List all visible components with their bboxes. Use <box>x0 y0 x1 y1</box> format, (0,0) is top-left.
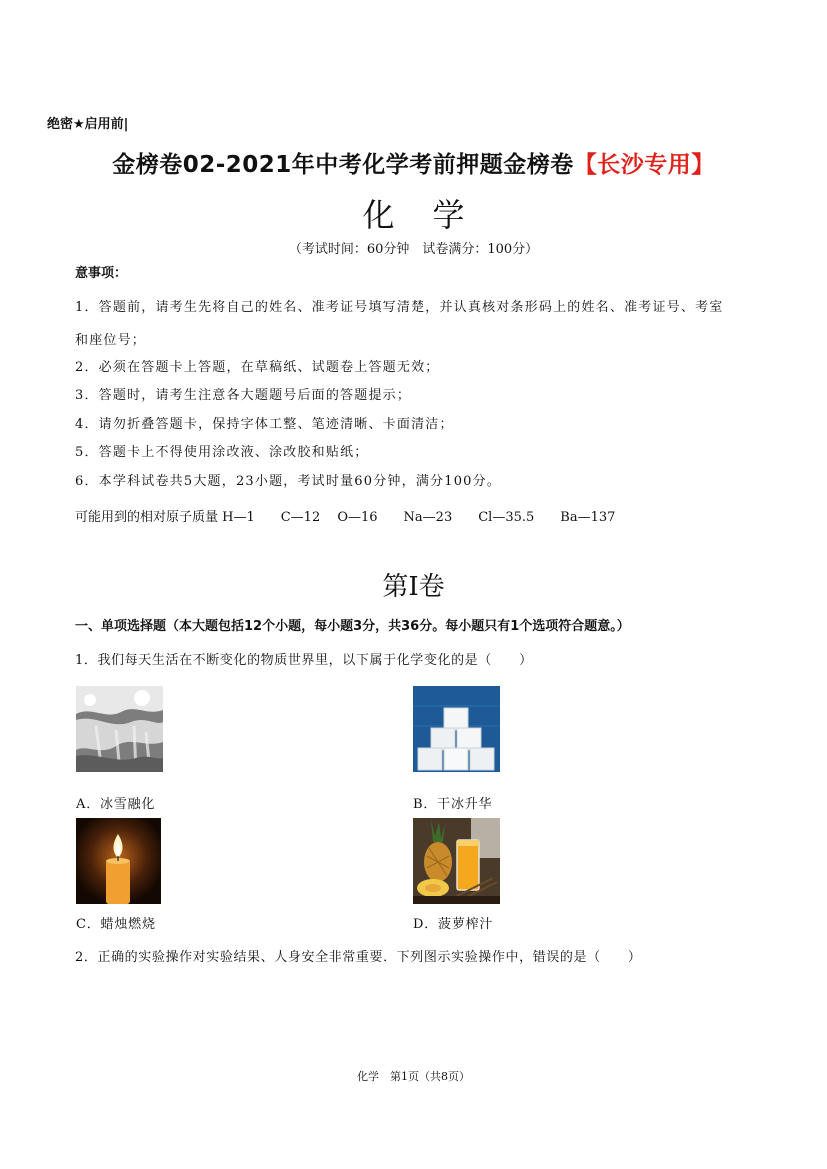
notice-item-4: 4．请勿折叠答题卡，保持字体工整、笔迹清晰、卡面清洁； <box>75 417 454 432</box>
part-title: 第Ⅰ卷 <box>382 572 445 602</box>
question-1-option-b: B．干冰升华 <box>413 797 493 812</box>
subject-title: 化学 <box>362 196 503 234</box>
confidential-mark: 绝密★启用前| <box>47 117 129 132</box>
atomic-masses: 可能用到的相对原子质量 H—1 C—12 O—16 Na—23 Cl—35.5 Ba—137 <box>75 510 616 525</box>
question-2-stem: 2．正确的实验操作对实验结果、人身安全非常重要．下列图示实验操作中，错误的是（ ） <box>75 950 642 965</box>
exam-title-main: 金榜卷02-2021年中考化学考前押题金榜卷 <box>112 152 574 178</box>
notice-heading: 意事项： <box>75 266 128 281</box>
ice-melting-image <box>76 686 163 772</box>
question-1-option-d: D．菠萝榨汁 <box>413 917 494 932</box>
question-1-option-c: C．蜡烛燃烧 <box>76 917 156 932</box>
question-1-option-a: A．冰雪融化 <box>76 797 156 812</box>
notice-item-3: 3．答题时，请考生注意各大题题号后面的答题提示； <box>75 388 412 403</box>
page-footer: 化学 第1页（共8页） <box>357 1070 470 1083</box>
notice-item-1: 1．答题前，请考生先将自己的姓名、准考证号填写清楚，并认真核对条形码上的姓名、准考证号、考室 <box>75 300 724 315</box>
notice-item-1-cont: 和座位号； <box>75 333 147 348</box>
exam-title-highlight: 【长沙专用】 <box>573 152 715 178</box>
question-1-stem: 1．我们每天生活在不断变化的物质世界里，以下属于化学变化的是（ ） <box>75 653 533 668</box>
dry-ice-image <box>413 686 500 772</box>
pineapple-juice-image <box>413 818 500 904</box>
candle-image <box>76 818 161 904</box>
section-heading: 一、单项选择题（本大题包括12个小题，每小题3分，共36分。每小题只有1个选项符合题意。） <box>75 619 630 634</box>
exam-time-info: （考试时间：60分钟 试卷满分：100分） <box>288 242 539 257</box>
exam-title <box>0 146 827 179</box>
notice-item-2: 2．必须在答题卡上答题，在草稿纸、试题卷上答题无效； <box>75 360 440 375</box>
notice-item-6: 6．本学科试卷共5大题，23小题，考试时量60分钟，满分100分。 <box>75 474 502 489</box>
notice-item-5: 5．答题卡上不得使用涂改液、涂改胶和贴纸； <box>75 445 369 460</box>
